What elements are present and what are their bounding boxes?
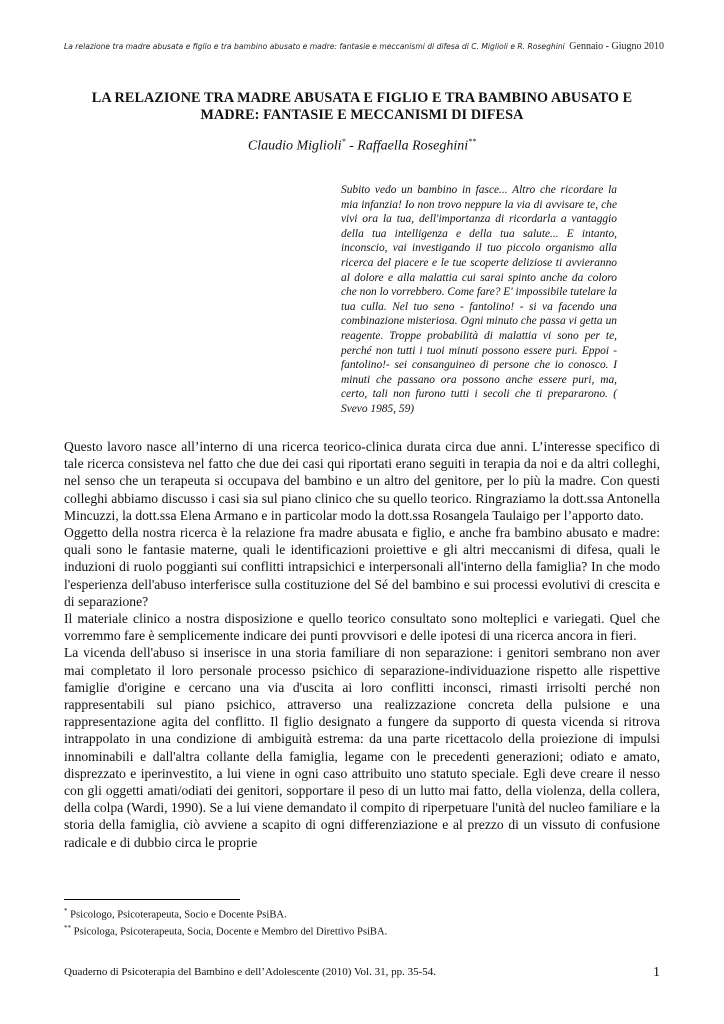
author-line	[64, 137, 660, 155]
running-title: La relazione tra madre abusata e figlio e tra bambino abusato e madre: fantasie e meccanismi di difesa di C. Miglioli e R. Roseghini	[64, 42, 565, 51]
body-paragraph: Il materiale clinico a nostra disposizione e quello teorico consultato sono molteplici e variegati. Quel che vorremmo fare è semplicemente indicare dei punti provvisori e delle ipotesi di una ricerca ancora in fieri.	[64, 611, 660, 644]
author-separator: -	[345, 138, 358, 154]
author-name: Claudio Miglioli	[247, 138, 342, 154]
body-paragraph: Questo lavoro nasce all’interno di una ricerca teorico-clinica durata circa due anni. L’interesse specifico di tale ricerca consisteva nel fatto che due dei casi qui riportati erano seguiti in terapia da noi e da altri colleghi, nel senso che un terapeuta si occupava del bambino e un altro del genitore, per lo più la madre. Con questi colleghi abbiamo discusso i casi sia sul piano clinico che su quello teorico. Ringraziamo la dott.ssa Antonella Mincuzzi, la dott.ssa Elena Armano e in particolar modo la dott.ssa Rosangela Taulaigo per l’apporto dato.	[64, 439, 660, 523]
author-name: Raffaella Roseghini	[357, 138, 469, 154]
footnote-mark: **	[64, 924, 71, 933]
epigraph-quote: Subito vedo un bambino in fasce... Altro che ricordare la mia infanzia! Io non trovo neppure la via di avvisare te, che vivi ora la tua, dell'importanza di ricordarla a vantaggio della tua intelligenza e della tua salute... E intanto, inconscio, vai investigando il tuo piccolo organismo alla ricerca del piacere e le tue scoperte deliziose ti avvieranno al dolore e alla malattia cui sarai spinto anche da coloro che non lo vorrebbero. Come fare? E' impossibile tutelare la tua culla. Nel tuo seno - fantolino! - si va facendo una combinazione misteriosa. Ogni minuto che passa vi getta un reagente. Troppe probabilità di malattia vi sono per te, perché non tutti i tuoi minuti possono essere puri. Eppoi - fantolino!- sei consanguineo di persone che io conosco. I minuti che passano ora possono anche essere puri, ma, certo, tali non furono tutti i secoli che ti prepararono. ( Svevo 1985, 59)	[341, 184, 617, 415]
page-number: 1	[653, 965, 660, 980]
header-date: Gennaio - Giugno 2010	[569, 41, 664, 52]
body-text	[64, 438, 660, 851]
page-footer	[64, 966, 660, 982]
footnote-mark: *	[64, 907, 68, 915]
footnote	[64, 905, 660, 922]
footnote-divider	[64, 899, 240, 900]
footnote-text: Psicologo, Psicoterapeuta, Socio e Docente PsiBA.	[67, 909, 287, 921]
paper-title: LA RELAZIONE TRA MADRE ABUSATA E FIGLIO E TRA BAMBINO ABUSATO E MADRE: FANTASIE E MECCANISMI DI DIFESA	[91, 90, 633, 123]
running-header	[64, 42, 664, 56]
footnote-mark: *	[341, 137, 346, 146]
footnote	[64, 922, 660, 939]
footnote-mark: **	[468, 137, 477, 146]
journal-citation: Quaderno di Psicoterapia del Bambino e dell’Adolescente (2010) Vol. 31, pp. 35-54.	[64, 966, 436, 978]
body-paragraph: La vicenda dell'abuso si inserisce in una storia familiare di non separazione: i genitori sembrano non aver mai completato il loro personale processo psichico di separazione-individuazione rispetto alle rispettive famiglie d'origine e cercano una via d'uscita ai loro conflitti inconsci, rimasti irrisolti perché non rappresentabili sul piano psichico, attraverso una realizzazione concreta della pulsione e una rappresentazione agita del conflitto. Il figlio designato a fungere da supporto di questa vicenda si ritrova intrappolato in una condizione di ambiguità estrema: da una parte ricettacolo della proiezione di impulsi innominabili e dall'altra collante della famiglia, legame con le precedenti generazioni; odiato e amato, disprezzato e iperinvestito, a lui viene in ogni caso attribuito uno statuto speciale. Egli deve creare il nesso con gli oggetti amati/odiati dei genitori, sopportare il peso di un lutto mai fatto, della violenza, della collera, della colpa (Wardi, 1990). Se a lui viene demandato il compito di riperpetuare l'unità del nucleo familiare e la storia della famiglia, ciò avviene a scapito di ogni differenziazione e al prezzo di un vissuto di confusione radicale e di dubbio circa le proprie	[64, 645, 660, 850]
footnote-text: Psicologa, Psicoterapeuta, Socia, Docente e Membro del Direttivo PsiBA.	[71, 926, 388, 938]
body-paragraph: Oggetto della nostra ricerca è la relazione fra madre abusata e figlio, e anche fra bambino abusato e madre: quali sono le fantasie materne, quali le identificazioni proiettive e gli altri meccanismi di difesa, quali le induzioni di ruolo poggianti sui conflitti intrapsichici e interpersonali all'interno della famiglia? In che modo l'esperienza dell'abuso interferisce sulla costituzione del Sé del bambino e sui processi evolutivi di crescita e di separazione?	[64, 525, 660, 609]
footnotes	[64, 905, 660, 939]
